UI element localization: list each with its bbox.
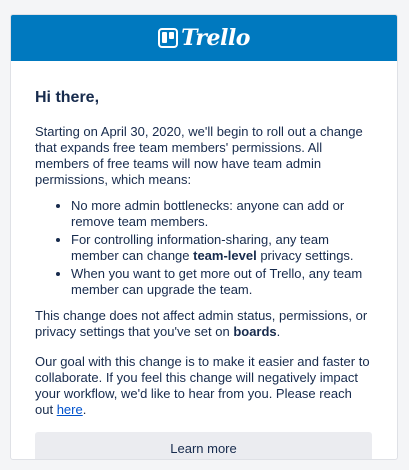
status-bold: boards xyxy=(233,324,277,339)
list-item-text: For controlling information-sharing, any team member can change xyxy=(71,232,329,263)
email-body xyxy=(11,88,397,460)
brand-name: Trello xyxy=(181,25,250,51)
list-item-text: privacy settings. xyxy=(256,248,354,263)
learn-more-button[interactable]: Learn more xyxy=(35,432,372,460)
list-item-text: When you want to get more out of Trello, any team member can upgrade the team. xyxy=(71,266,363,297)
list-item-bold: team-level xyxy=(193,248,257,263)
here-link[interactable]: here xyxy=(56,402,83,417)
trello-board-icon xyxy=(158,28,178,48)
goal-text: Our goal with this change is to make it easier and faster to collaborate. If you feel this change will negatively impact your workflow, we'd like to hear from you. Please reach out xyxy=(35,354,370,417)
greeting-heading: Hi there, xyxy=(35,89,100,106)
list-item xyxy=(71,198,373,230)
list-item xyxy=(71,232,373,264)
list-item xyxy=(71,266,373,298)
email-header xyxy=(11,15,397,61)
goal-paragraph xyxy=(35,354,373,418)
email-card xyxy=(10,14,398,460)
list-item-text: No more admin bottlenecks: anyone can add or remove team members. xyxy=(71,198,345,229)
status-text-end: . xyxy=(276,324,281,339)
trello-logo xyxy=(158,25,250,51)
intro-paragraph: Starting on April 30, 2020, we'll begin to roll out a change that expands free team members' permissions. All members of free teams will now have team admin permissions, which means: xyxy=(35,124,363,187)
goal-text-end: . xyxy=(82,402,87,417)
permissions-list xyxy=(35,198,373,298)
status-text: This change does not affect admin status, permissions, or privacy settings that you've set on xyxy=(35,308,368,339)
status-paragraph xyxy=(35,308,373,340)
